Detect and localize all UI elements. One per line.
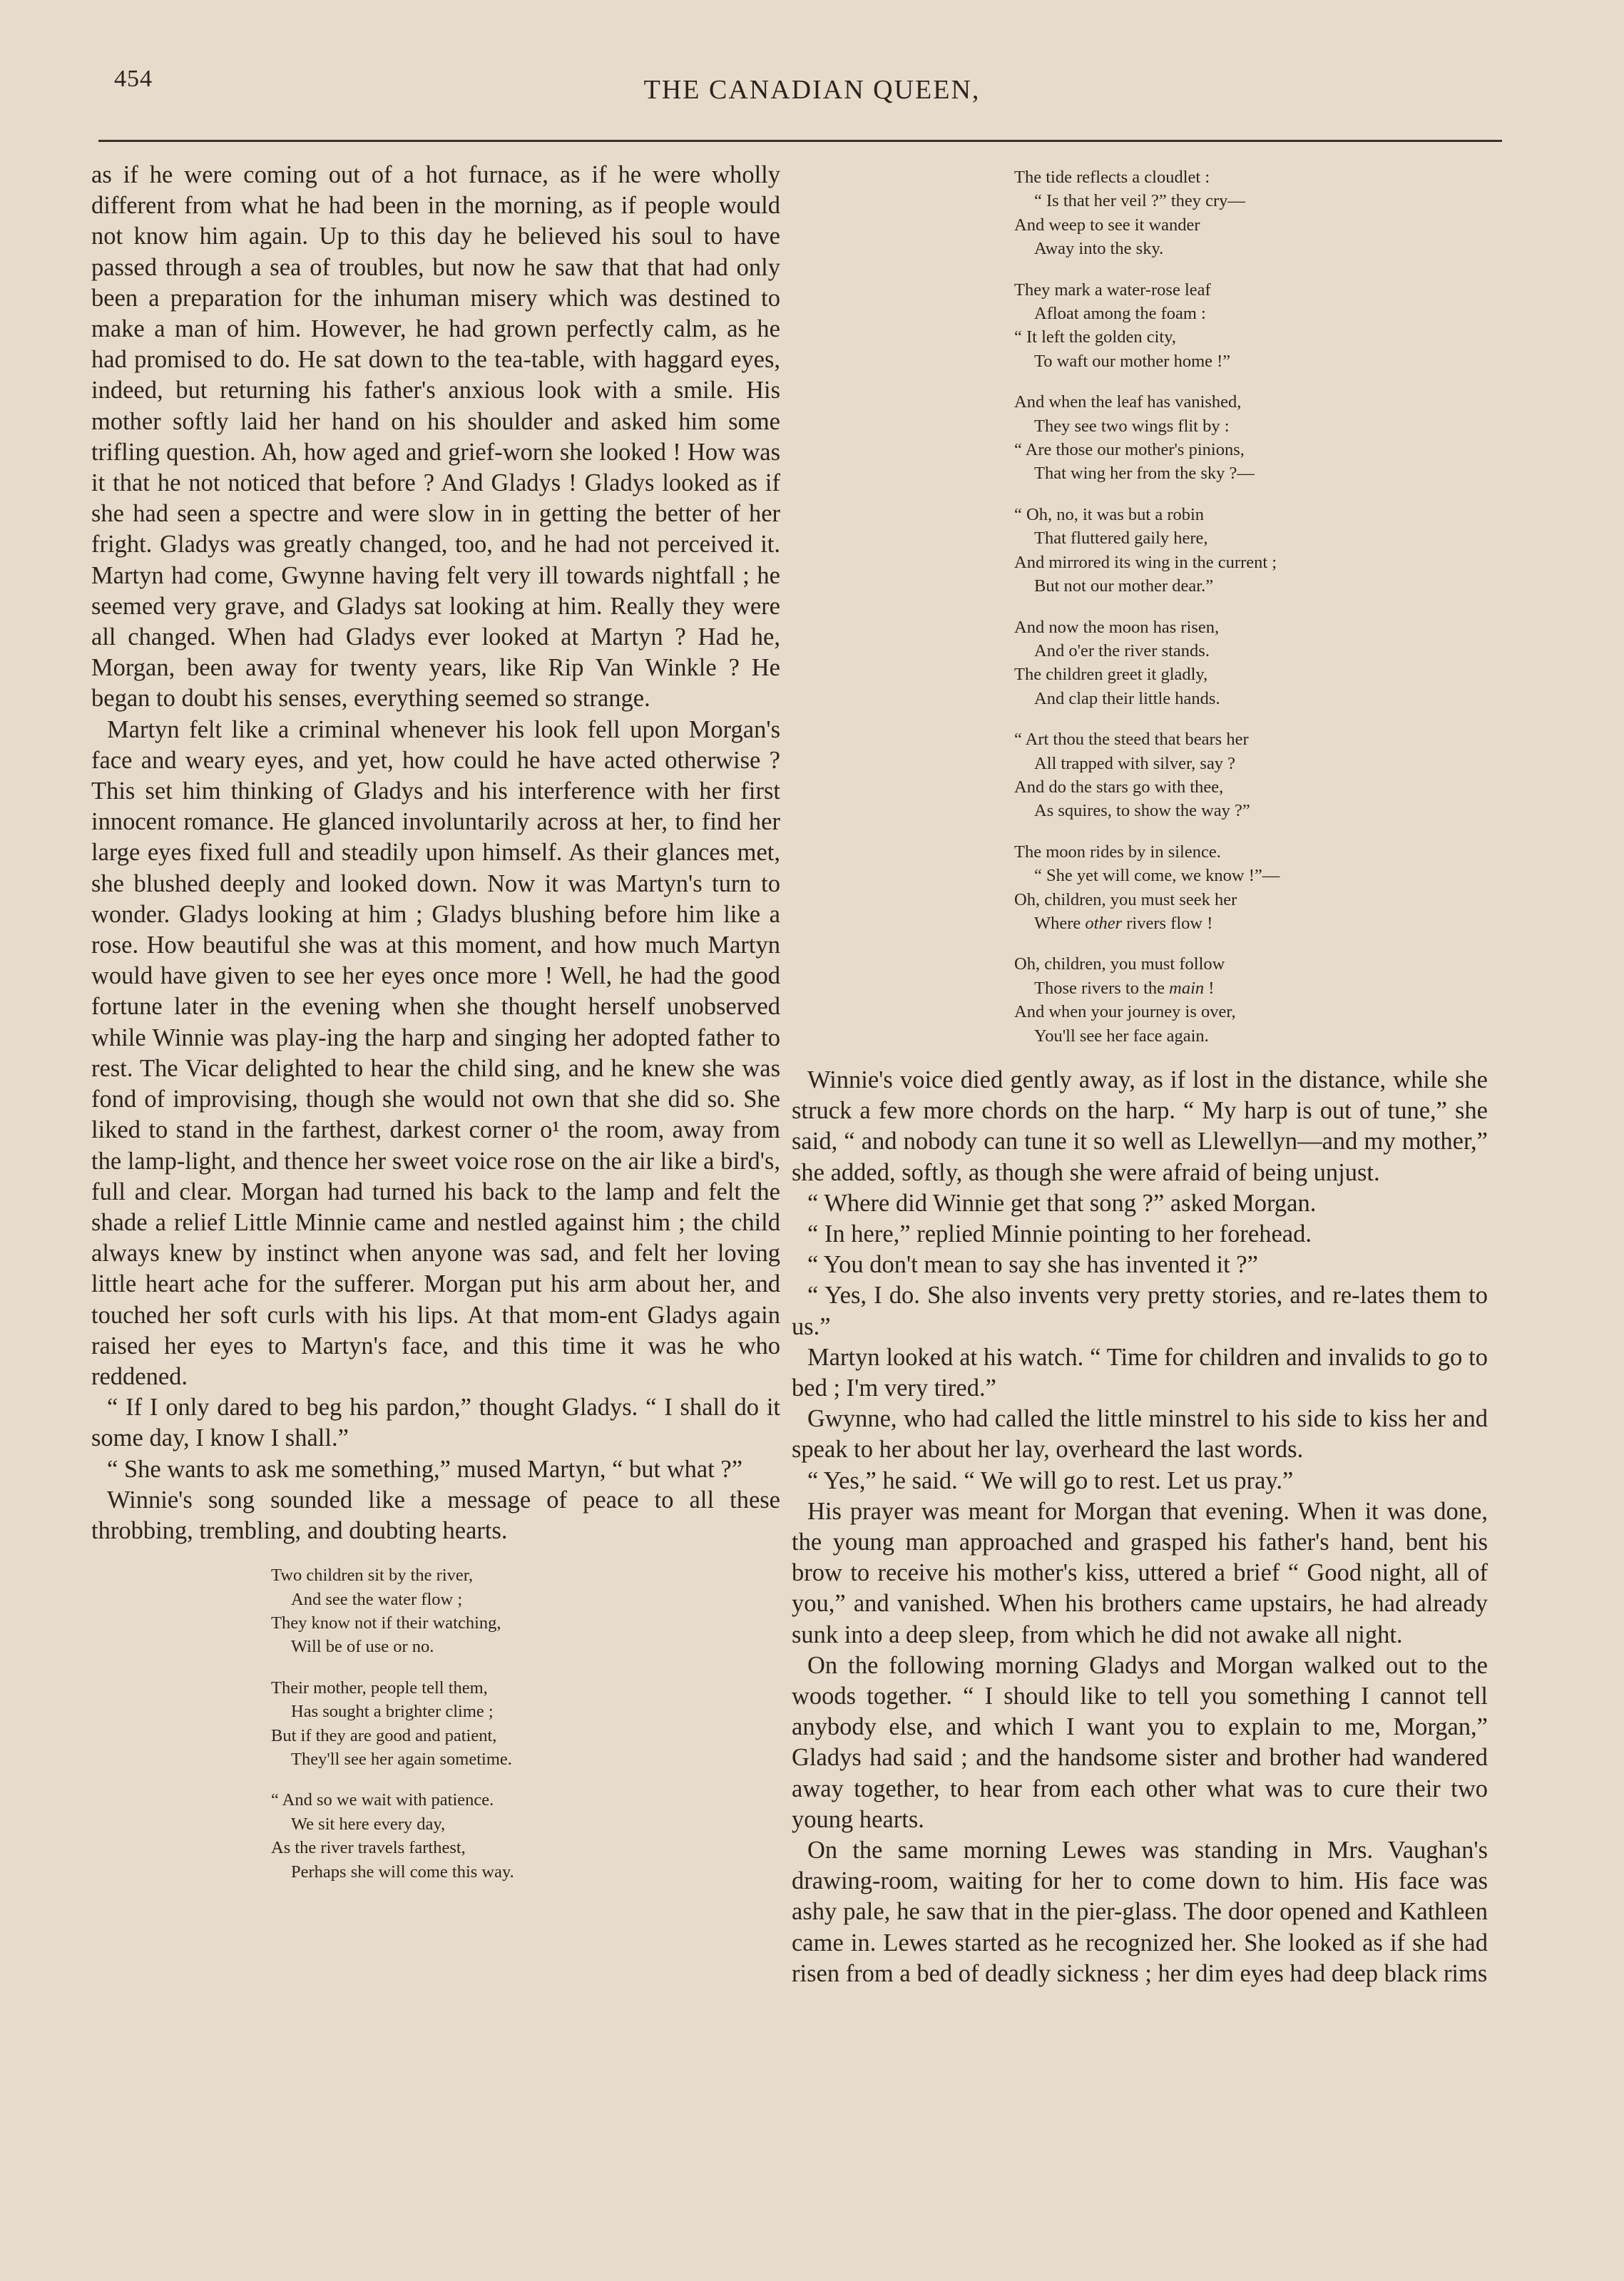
poem-line: And mirrored its wing in the current ; — [1014, 552, 1277, 572]
paragraph: “ You don't mean to say she has invented it ?” — [807, 1251, 1258, 1279]
poem-line: “ Is that her veil ?” they cry— — [1034, 191, 1245, 211]
poem-line: As the river travels farthest, — [271, 1838, 466, 1858]
paragraph: Gwynne, who had called the little minstrel to his side to kiss her and speak to her about her lay, overheard the last words. — [792, 1405, 1488, 1464]
poem-line: Oh, children, you must follow — [1014, 954, 1225, 974]
stanza — [1014, 728, 1488, 823]
stanza — [271, 1563, 780, 1659]
left-poem — [271, 1563, 780, 1884]
right-poem — [1014, 165, 1488, 1048]
poem-line: And weep to see it wander — [1014, 215, 1200, 235]
poem-line: The tide reflects a cloudlet : — [1014, 168, 1210, 187]
poem-line: And do the stars go with thee, — [1014, 777, 1224, 797]
running-head: THE CANADIAN QUEEN, — [643, 75, 981, 105]
poem-line: Will be of use or no. — [291, 1637, 434, 1657]
poem-line: And now the moon has risen, — [1014, 617, 1220, 637]
poem-line: And clap their little hands. — [1034, 688, 1220, 708]
header-rule — [98, 140, 1502, 142]
right-column — [792, 165, 1488, 1989]
stanza — [271, 1676, 780, 1772]
poem-line: That fluttered gaily here, — [1034, 529, 1208, 548]
stanza — [271, 1788, 780, 1884]
paragraph: Winnie's song sounded like a message of peace to all these throbbing, trembling, and doubting hearts. — [91, 1486, 780, 1544]
poem-line: All trapped with silver, say ? — [1034, 753, 1236, 773]
poem-line: Has sought a brighter clime ; — [291, 1702, 494, 1722]
stanza — [1014, 390, 1488, 486]
poem-line: And when your journey is over, — [1014, 1002, 1236, 1022]
poem-line: The children greet it gladly, — [1014, 665, 1208, 685]
poem-line: “ Oh, no, it was but a robin — [1014, 504, 1205, 524]
poem-line: And see the water flow ; — [291, 1589, 463, 1609]
poem-line: “ She yet will come, we know !”— — [1034, 866, 1280, 886]
stanza — [1014, 616, 1488, 711]
right-prose — [792, 1065, 1488, 1989]
paragraph: Martyn looked at his watch. “ Time for children and invalids to go to bed ; I'm very tired.” — [792, 1343, 1488, 1402]
poem-line: The moon rides by in silence. — [1014, 842, 1221, 862]
paragraph: “ If I only dared to beg his pardon,” thought Gladys. “ I shall do it some day, I know I shall.” — [91, 1394, 780, 1452]
poem-line: “ And so we wait with patience. — [271, 1790, 494, 1810]
paragraph: On the following morning Gladys and Morgan walked out to the woods together. “ I should like to tell you something I cannot tell anybody else, and which I want you to explain to me, Morgan,” Gladys had said ; and the handsome sister and brother had wandered away together, to hear from each other what was to cure their two young hearts. — [792, 1651, 1488, 1833]
left-prose — [91, 160, 780, 1546]
paragraph: His prayer was meant for Morgan that evening. When it was done, the young man approached and grasped his father's hand, bent his brow to receive his mother's kiss, uttered a brief “ Good night, all of you,” and vanished. When his brothers came upstairs, he had already sunk into a deep sleep, from which he did not awake all night. — [792, 1497, 1488, 1648]
poem-line: As squires, to show the way ?” — [1034, 801, 1250, 821]
poem-line: They know not if their watching, — [271, 1613, 501, 1633]
paragraph: “ Where did Winnie get that song ?” asked Morgan. — [807, 1189, 1317, 1217]
poem-line: Those rivers to the main ! — [1034, 978, 1215, 998]
poem-line: That wing her from the sky ?— — [1034, 464, 1255, 484]
poem-line: They see two wings flit by : — [1034, 416, 1230, 436]
poem-line: Where other rivers flow ! — [1034, 913, 1213, 933]
poem-line: “ Art thou the steed that bears her — [1014, 730, 1249, 750]
paragraph: “ She wants to ask me something,” mused Martyn, “ but what ?” — [107, 1455, 743, 1483]
poem-line: Two children sit by the river, — [271, 1566, 474, 1586]
paragraph: Martyn felt like a criminal whenever his look fell upon Morgan's face and weary eyes, and yet, how could he have acted otherwise ? This set him thinking of Gladys and his interference with her first innocent romance. He glanced involuntarily across at her, to find her large eyes fixed full and steadily upon himself. As their glances met, she blushed deeply and looked down. Now it was Martyn's turn to wonder. Gladys looking at him ; Gladys blushing before him like a rose. How beautiful she was at this moment, and how much Martyn would have given to see her eyes once more ! Well, he had the good fortune later in the evening when she thought herself unobserved while Winnie was play-ing the harp and singing her adopted father to rest. The Vicar delighted to hear the child sing, and he knew she was fond of improvising, though she would not own that she did so. She liked to stand in the farthest, darkest corner o¹ the room, away from the lamp-light, and thence her sweet voice rose on the air like a bird's, full and clear. Morgan had turned his back to the lamp and felt the shade a relief Little Minnie came and nestled against him ; the child always knew by instinct when anyone was sad, and felt her loving little heart ache for the sufferer. Morgan put his arm about her, and touched her soft curls with his lips. At that mom-ent Gladys again raised her eyes to Martyn's face, and this time it was he who reddened. — [91, 715, 780, 1390]
paragraph: “ Yes,” he said. “ We will go to rest. Let us pray.” — [807, 1466, 1294, 1494]
stanza — [1014, 840, 1488, 936]
poem-line: And when the leaf has vanished, — [1014, 392, 1242, 412]
poem-line: And o'er the river stands. — [1034, 641, 1210, 660]
left-column — [91, 160, 780, 1901]
poem-line: But if they are good and patient, — [271, 1725, 497, 1745]
paragraph: as if he were coming out of a hot furnace, as if he were wholly different from what he had been in the morning, as if people would not know him again. Up to this day he believed his soul to have passed through a sea of troubles, but now he saw that that had only been a preparation for the inhuman misery which was destined to make a man of him. However, he had grown perfectly calm, as he had promised to do. He sat down to the tea-table, with haggard eyes, indeed, but returning his father's anxious look with a smile. His mother softly laid her hand on his shoulder and asked him some trifling question. Ah, how aged and grief-worn she looked ! How was it that he not noticed that before ? And Gladys ! Gladys looked as if she had seen a spectre and were slow in in getting the better of her fright. Gladys was greatly changed, too, and he had not perceived it. Martyn had come, Gwynne having felt very ill towards nightfall ; he seemed very grave, and Gladys sat looking at him. Really they were all changed. When had Gladys ever looked at Martyn ? Had he, Morgan, been away for twenty years, like Rip Van Winkle ? He began to doubt his senses, everything seemed so strange. — [91, 161, 780, 713]
poem-line: Perhaps she will come this way. — [291, 1862, 514, 1882]
paragraph: “ In here,” replied Minnie pointing to her forehead. — [807, 1220, 1312, 1248]
poem-line: Afloat among the foam : — [1034, 304, 1206, 324]
poem-line: But not our mother dear.” — [1034, 576, 1214, 596]
poem-line: Away into the sky. — [1034, 239, 1164, 259]
poem-line: You'll see her face again. — [1034, 1026, 1209, 1046]
poem-line: “ It left the golden city, — [1014, 327, 1176, 347]
poem-line: They'll see her again sometime. — [291, 1749, 512, 1769]
emphasis: main — [1169, 978, 1205, 998]
stanza — [1014, 165, 1488, 261]
stanza — [1014, 278, 1488, 374]
stanza — [1014, 952, 1488, 1048]
poem-line: Their mother, people tell them, — [271, 1678, 488, 1698]
poem-line: “ Are those our mother's pinions, — [1014, 440, 1245, 460]
poem-line: They mark a water-rose leaf — [1014, 280, 1211, 300]
emphasis: other — [1085, 913, 1123, 933]
poem-line: We sit here every day, — [291, 1814, 446, 1834]
stanza — [1014, 503, 1488, 598]
paragraph: On the same morning Lewes was standing in Mrs. Vaughan's drawing-room, waiting for her to come down to him. His face was ashy pale, he saw that in the pier-glass. The door opened and Kathleen came in. Lewes started as he recognized her. She looked as if she had risen from a bed of deadly sickness ; her dim eyes had deep black rims — [792, 1837, 1488, 1987]
paragraph: “ Yes, I do. She also invents very pretty stories, and re-lates them to us.” — [792, 1282, 1488, 1340]
paragraph: Winnie's voice died gently away, as if lost in the distance, while she struck a few more chords on the harp. “ My harp is out of tune,” she said, “ and nobody can tune it so well as Llewellyn—and my mother,” she added, softly, as though she were afraid of being unjust. — [792, 1066, 1488, 1186]
poem-line: To waft our mother home !” — [1034, 351, 1231, 371]
poem-line: Oh, children, you must seek her — [1014, 889, 1237, 909]
page-number: 454 — [114, 66, 153, 92]
